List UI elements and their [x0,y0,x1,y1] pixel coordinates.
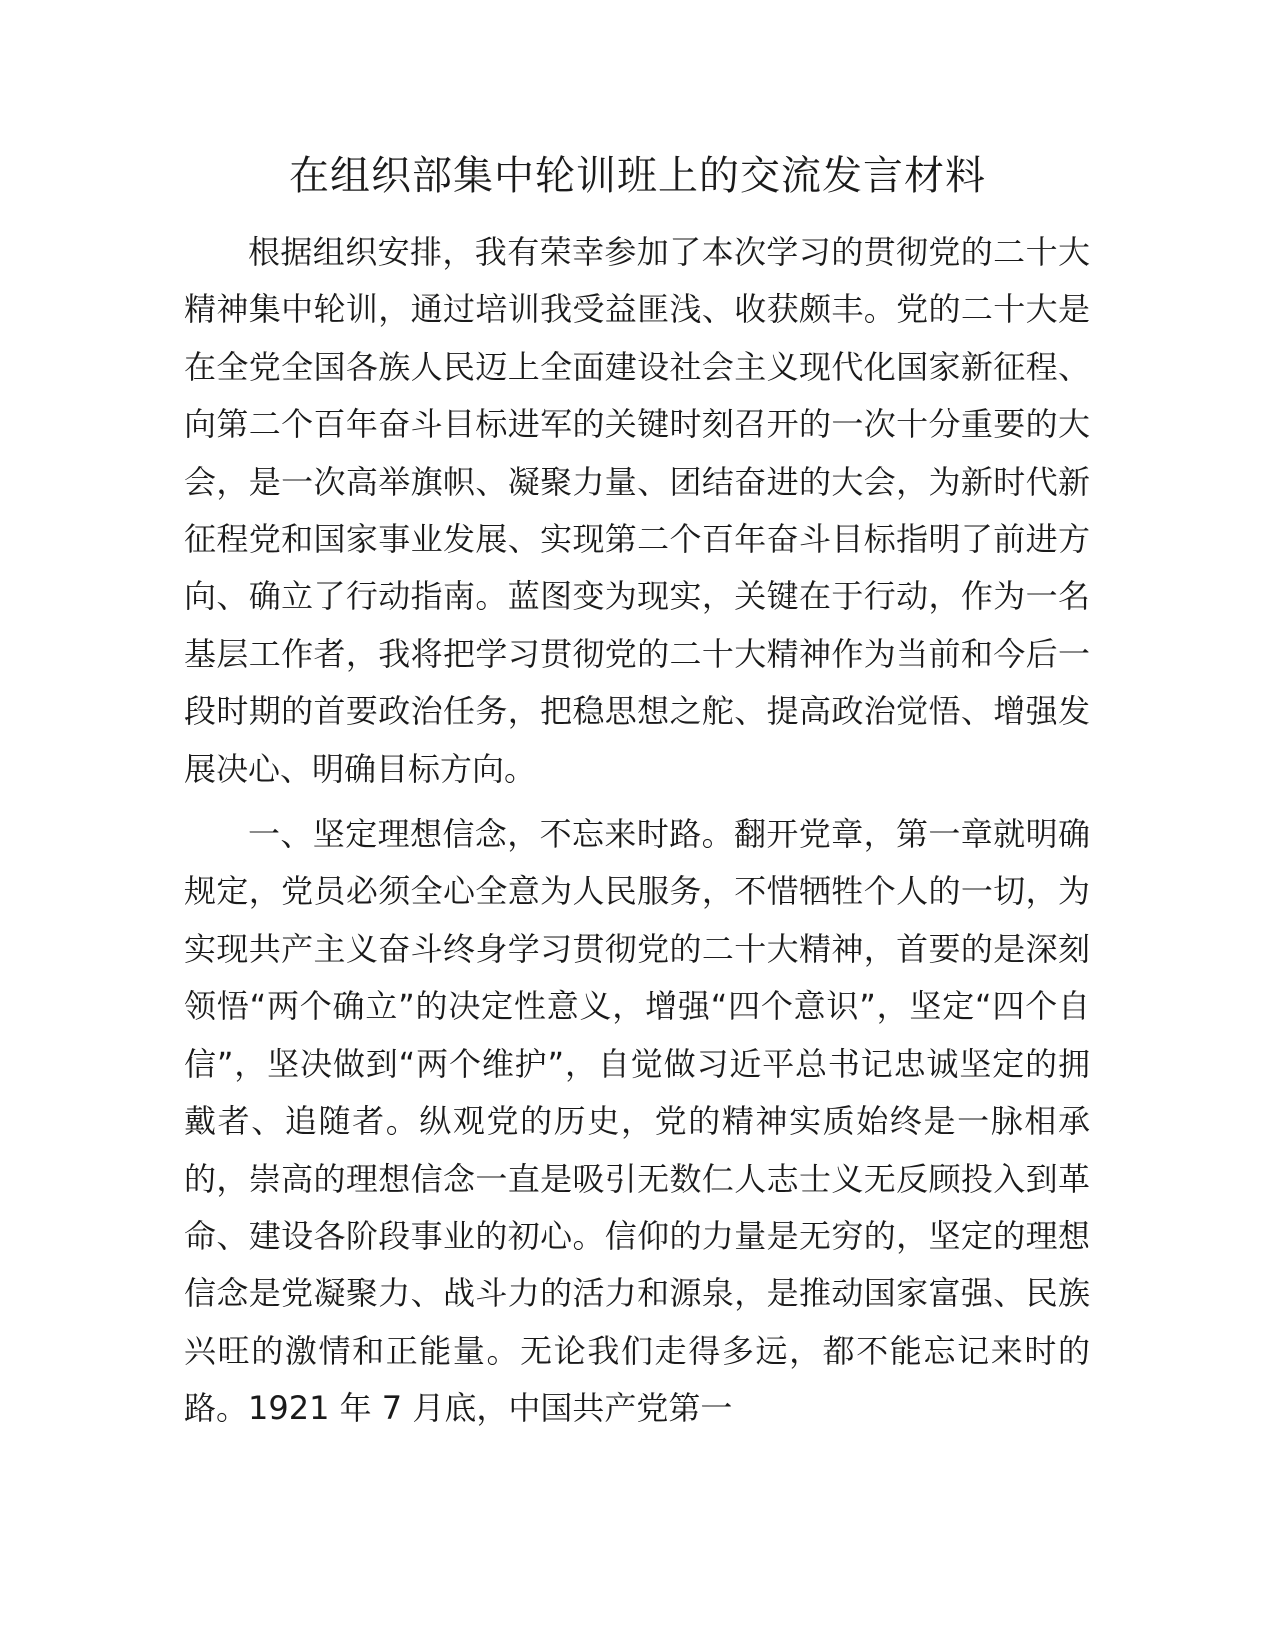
paragraph-section-1: 一、坚定理想信念，不忘来时路。翻开党章，第一章就明确规定，党员必须全心全意为人民服务，不惜牺牲个人的一切，为实现共产主义奋斗终身学习贯彻党的二十大精神，首要的是深刻领悟“两个确立”的决定性意义，增强“四个意识”，坚定“四个自信”，坚决做到“两个维护”，自觉做习近平总书记忠诚坚定的拥戴者、追随者。纵观党的历史，党的精神实质始终是一脉相承的，崇高的理想信念一直是吸引无数仁人志士义无反顾投入到革命、建设各阶段事业的初心。信仰的力量是无穷的，坚定的理想信念是党凝聚力、战斗力的活力和源泉，是推动国家富强、民族兴旺的激情和正能量。无论我们走得多远，都不能忘记来时的路。1921 年 7 月底，中国共产党第一 [184,815,1090,1428]
paragraph-intro: 根据组织安排，我有荣幸参加了本次学习的贯彻党的二十大精神集中轮训，通过培训我受益匪浅、收获颇丰。党的二十大是在全党全国各族人民迈上全面建设社会主义现代化国家新征程、向第二个百年奋斗目标进军的关键时刻召开的一次十分重要的大会，是一次高举旗帜、凝聚力量、团结奋进的大会，为新时代新征程党和国家事业发展、实现第二个百年奋斗目标指明了前进方向、确立了行动指南。蓝图变为现实，关键在于行动，作为一名基层工作者，我将把学习贯彻党的二十大精神作为当前和今后一段时期的首要政治任务，把稳思想之舵、提高政治觉悟、增强发展决心、明确目标方向。 [184,233,1090,788]
document-title: 在组织部集中轮训班上的交流发言材料 [289,153,986,199]
document-body [184,224,1090,1438]
